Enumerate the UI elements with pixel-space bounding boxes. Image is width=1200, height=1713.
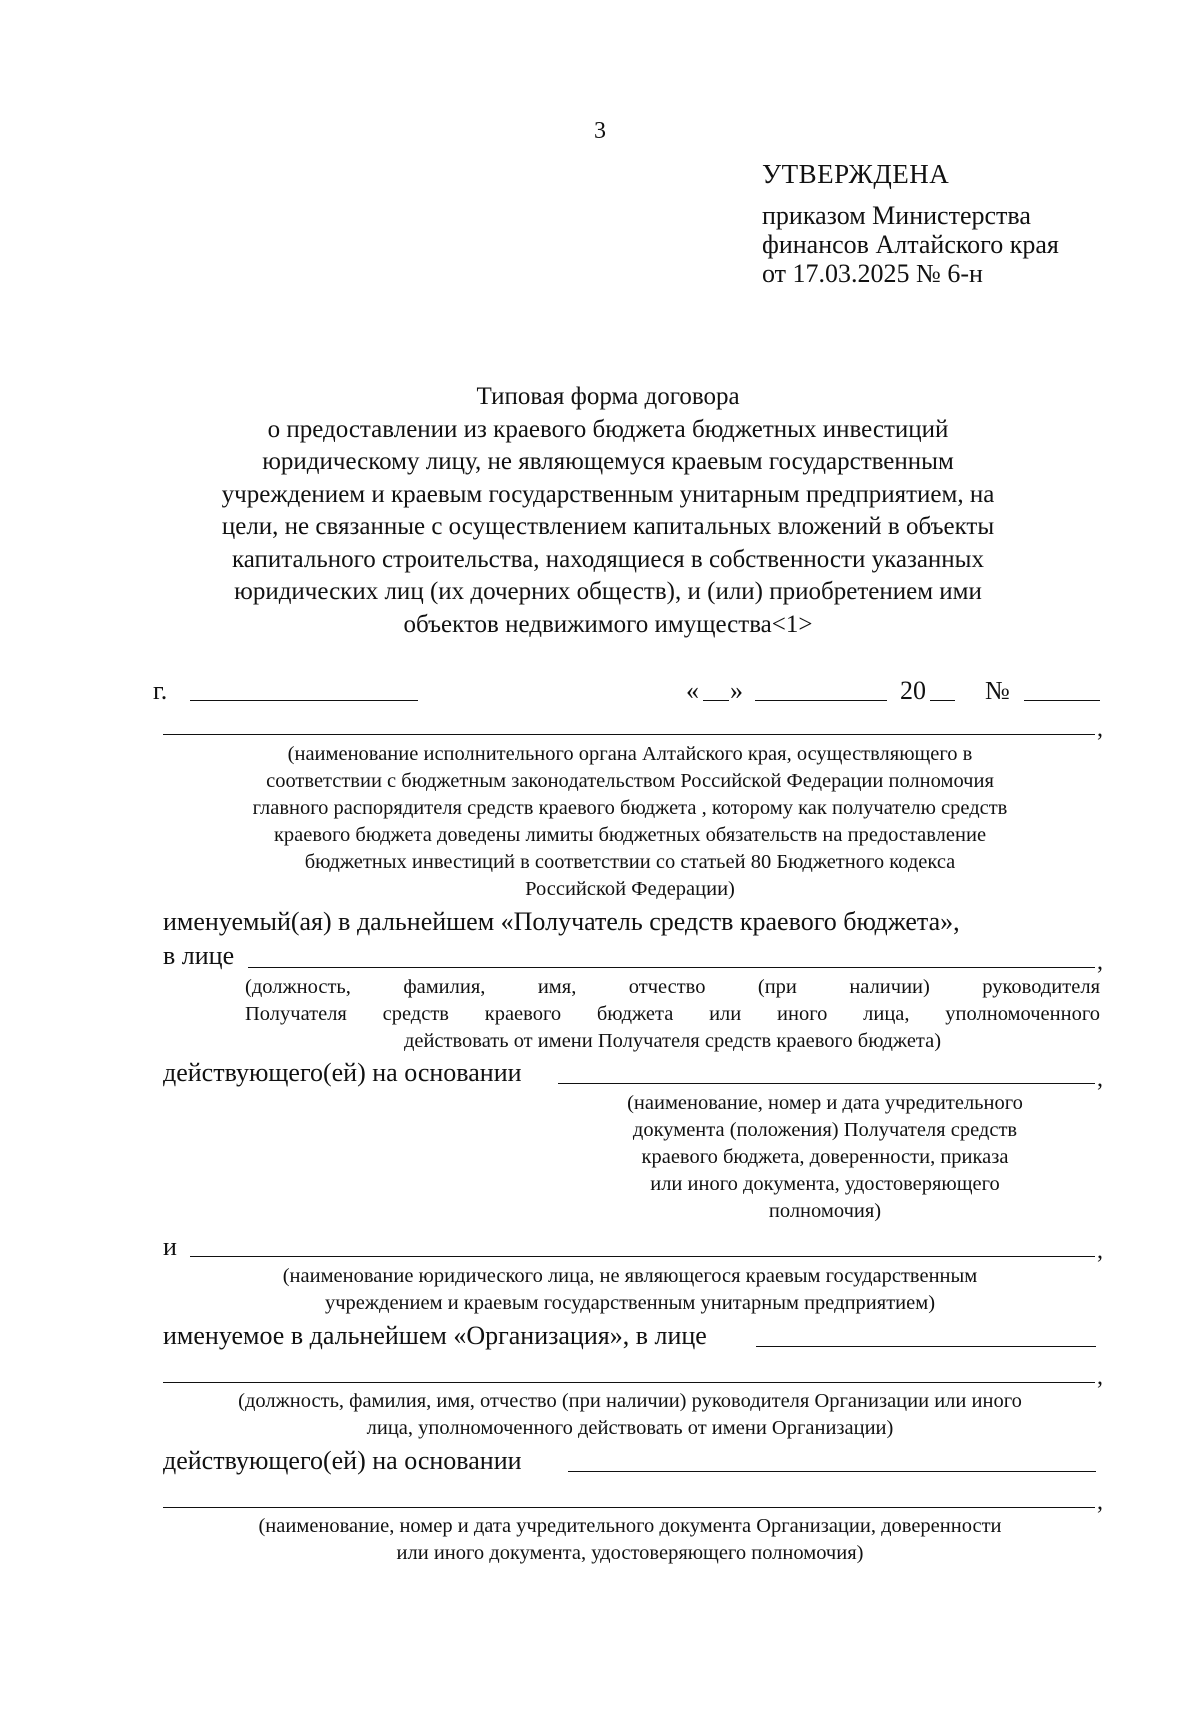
- approval-block: [762, 160, 1059, 288]
- approval-line-2: финансов Алтайского края: [762, 230, 1059, 259]
- acting-basis-label: действующего(ей) на основании: [163, 1058, 522, 1087]
- title-line: о предоставлении из краевого бюджета бюджетных инвестиций: [267, 415, 949, 443]
- title-line: учреждением и краевым государственным унитарным предприятием, на: [221, 480, 995, 508]
- recipient-head-field[interactable]: [248, 967, 1095, 968]
- recipient-doc-caption: (наименование, номер и дата учредительного документа (положения) Получателя средств краевого бюджета, доверенности, приказа или иного документа, удостоверяющего полномочия): [627, 1092, 1023, 1222]
- title-line: юридических лиц (их дочерних обществ), и (или) приобретением ими: [234, 578, 982, 605]
- year-prefix: 20: [900, 676, 926, 705]
- executive-body-caption: (наименование исполнительного органа Алтайского края, осуществляющего в соответствии с бюджетным законодательством Российской Федерации полномочия главного распорядителя средств краевого бюджета , которому как получателю средств краевого бюджета доведены лимиты бюджетных обязательств на предоставление бюджетных инвестиций в соответствии со статьей 80 Бюджетного кодекса Российской Федерации): [252, 743, 1008, 900]
- acting-basis-label-2: действующего(ей) на основании: [163, 1446, 522, 1475]
- in-person-label: в лице: [163, 941, 235, 970]
- document-title: [150, 381, 1066, 641]
- named-recipient-text: именуемый(ая) в дальнейшем «Получатель средств краевого бюджета»,: [163, 907, 960, 936]
- number-sign: №: [985, 676, 1010, 705]
- organization-basis-field-continued[interactable]: [163, 1507, 1095, 1508]
- comma: ,: [1097, 1238, 1103, 1264]
- title-line: Типовая форма договора: [476, 383, 740, 410]
- comma: ,: [1097, 1489, 1103, 1515]
- date-day-field[interactable]: [703, 700, 729, 701]
- title-line: объектов недвижимого имущества<1>: [403, 610, 813, 638]
- organization-name-field[interactable]: [190, 1256, 1095, 1257]
- city-prefix: г.: [153, 676, 168, 705]
- approval-line-3: от 17.03.2025 № 6-н: [762, 259, 983, 288]
- recipient-basis-field[interactable]: [558, 1083, 1095, 1084]
- organization-head-field[interactable]: [756, 1346, 1096, 1347]
- date-close-quote: »: [730, 676, 743, 705]
- named-organization-text: именуемое в дальнейшем «Организация», в лице: [163, 1321, 707, 1350]
- comma: ,: [1097, 1066, 1103, 1092]
- date-open-quote: «: [686, 676, 699, 705]
- organization-caption: (наименование юридического лица, не являющегося краевым государственным учреждением и краевым государственным унитарным предприятием): [282, 1265, 978, 1314]
- title-line: юридическому лицу, не являющемуся краевым государственным: [262, 448, 954, 475]
- title-line: цели, не связанные с осуществлением капитальных вложений в объекты: [221, 513, 995, 540]
- comma: ,: [1097, 1364, 1103, 1390]
- date-year-field[interactable]: [930, 700, 955, 701]
- date-month-field[interactable]: [755, 700, 887, 701]
- approval-stamp: УТВЕРЖДЕНА: [762, 159, 950, 189]
- approval-line-1: приказом Министерства: [762, 201, 1031, 230]
- organization-doc-caption: (наименование, номер и дата учредительного документа Организации, доверенности или иного документа, удостоверяющего полномочия): [258, 1515, 1002, 1564]
- comma: ,: [1097, 716, 1103, 742]
- page-number: 3: [594, 118, 606, 144]
- recipient-head-caption: (должность, фамилия, имя, отчество (при наличии) руководителя Получателя средств краевого бюджета или иного лица, уполномоченного действовать от имени Получателя средств краевого бюджета): [245, 976, 1100, 1052]
- organization-basis-field[interactable]: [568, 1471, 1096, 1472]
- title-line: капитального строительства, находящиеся в собственности указанных: [232, 545, 984, 573]
- city-field[interactable]: [190, 700, 418, 701]
- organization-head-caption: (должность, фамилия, имя, отчество (при наличии) руководителя Организации или иного лица, уполномоченного действовать от имени Организации): [238, 1390, 1022, 1439]
- organization-head-field-continued[interactable]: [163, 1382, 1095, 1383]
- comma: ,: [1097, 949, 1103, 975]
- contract-number-field[interactable]: [1024, 700, 1100, 701]
- executive-body-field[interactable]: [163, 734, 1095, 735]
- and-word: и: [163, 1232, 177, 1261]
